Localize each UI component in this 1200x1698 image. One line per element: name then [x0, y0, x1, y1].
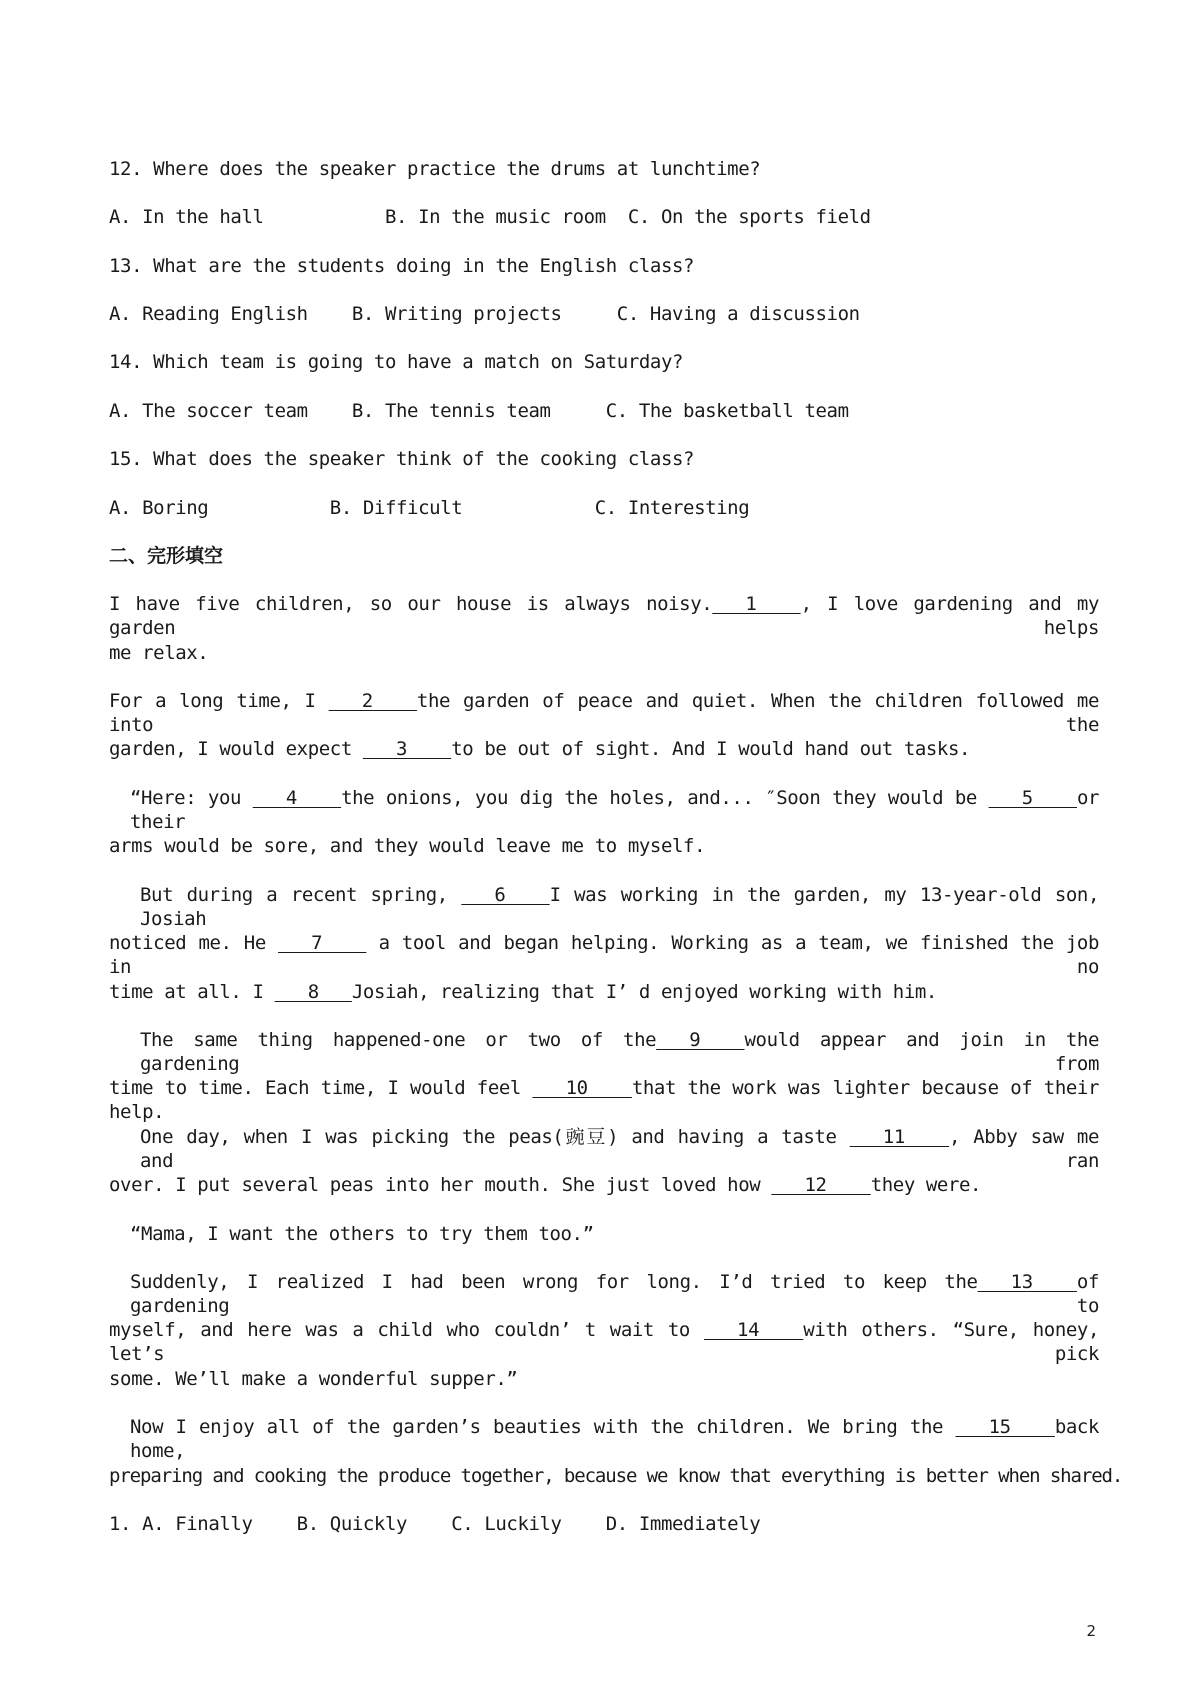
cloze-p4-line1 — [140, 883, 1099, 931]
blank-5: 5 — [988, 787, 1077, 809]
text: time to time. Each time, I would feel — [109, 1077, 533, 1099]
text: Suddenly, I realized I had been wrong for long. I’d tried to keep the — [130, 1271, 978, 1293]
text: that the work was lighter because of their help. — [109, 1077, 1100, 1123]
blank-1: 1 — [712, 593, 801, 615]
cloze-p9-line2: preparing and cooking the produce together, because we know that everything is better when shared. — [109, 1465, 1123, 1487]
cloze-p9-line1 — [130, 1415, 1099, 1463]
blank-15: 15 — [955, 1416, 1055, 1438]
text: But during a recent spring, — [140, 884, 462, 906]
text: of gardening to — [130, 1271, 1099, 1317]
text: over. I put several peas into her mouth. She just loved how — [109, 1174, 772, 1196]
blank-8: 8 — [274, 981, 352, 1003]
cloze-p6-line1 — [140, 1125, 1099, 1173]
text: back home, — [130, 1416, 1099, 1462]
cloze-p3-line2: arms would be sore, and they would leave me to myself. — [109, 835, 706, 857]
text: Now I enjoy all of the garden’s beauties with the children. We bring the — [130, 1416, 956, 1438]
text: time at all. I — [109, 981, 275, 1003]
cloze-p5-line2 — [109, 1076, 1099, 1124]
text: , I love gardening and my garden helps — [109, 593, 1099, 639]
blank-10: 10 — [532, 1077, 632, 1099]
text: I have five children, so our house is always noisy. — [109, 593, 713, 615]
text: the onions, you dig the holes, and... ″Soon they would be — [341, 787, 989, 809]
blank-3: 3 — [362, 738, 452, 760]
question-13: 13. What are the students doing in the English class? — [109, 255, 695, 277]
section-heading: 二、完形填空 — [109, 545, 224, 567]
blank-4: 4 — [252, 787, 342, 809]
blank-11: 11 — [849, 1126, 950, 1148]
cloze-p1-line2: me relax. — [109, 642, 209, 664]
blank-6: 6 — [461, 884, 550, 906]
question-12-options: A. In the hall B. In the music room C. On the sports field — [109, 206, 871, 228]
text: I was working in the garden, my 13-year-old son, Josiah — [140, 884, 1099, 930]
cloze-p1-line1 — [109, 592, 1099, 640]
cloze-p6-line2 — [109, 1173, 1099, 1197]
cloze-p2-line2 — [109, 737, 1099, 761]
text: “Here: you — [130, 787, 253, 809]
text: garden, I would expect — [109, 738, 363, 760]
text: , Abby saw me and ran — [140, 1126, 1099, 1172]
question-14: 14. Which team is going to have a match on Saturday? — [109, 351, 684, 373]
cloze-p4-line2 — [109, 931, 1099, 979]
question-14-options: A. The soccer team B. The tennis team C. The basketball team — [109, 400, 849, 422]
text: The same thing happened-one or two of the — [140, 1029, 657, 1051]
question-15: 15. What does the speaker think of the cooking class? — [109, 448, 695, 470]
text: the garden of peace and quiet. When the children followed me into the — [109, 690, 1099, 736]
text: Josiah, realizing that I’ d enjoyed working with him. — [351, 981, 937, 1003]
text: noticed me. He — [109, 932, 279, 954]
question-13-options: A. Reading English B. Writing projects C. Having a discussion — [109, 303, 860, 325]
blank-14: 14 — [703, 1319, 804, 1341]
cloze-p3-line1 — [130, 786, 1099, 834]
text: or their — [130, 787, 1100, 833]
cloze-question-1-options: 1. A. Finally B. Quickly C. Luckily D. Immediately — [109, 1513, 761, 1535]
text: For a long time, I — [109, 690, 329, 712]
text: a tool and began helping. Working as a team, we finished the job in no — [109, 932, 1099, 978]
cloze-p8-line2 — [109, 1318, 1099, 1366]
blank-13: 13 — [977, 1271, 1077, 1293]
blank-7: 7 — [278, 932, 367, 954]
blank-2: 2 — [328, 690, 417, 712]
cloze-p5-line1 — [140, 1028, 1099, 1076]
question-12: 12. Where does the speaker practice the drums at lunchtime? — [109, 158, 761, 180]
cloze-p8-line3: some. We’ll make a wonderful supper.” — [109, 1368, 518, 1390]
cloze-p2-line1 — [109, 689, 1099, 737]
cloze-p4-line3 — [109, 980, 1099, 1004]
text: would appear and join in the gardening from — [140, 1029, 1100, 1075]
text: they were. — [870, 1174, 982, 1196]
cloze-p7-line1: “Mama, I want the others to try them too.” — [130, 1223, 594, 1245]
cloze-p8-line1 — [130, 1270, 1099, 1318]
blank-9: 9 — [656, 1029, 745, 1051]
text: myself, and here was a child who couldn’ t wait to — [109, 1319, 704, 1341]
question-15-options: A. Boring B. Difficult C. Interesting — [109, 497, 750, 519]
text: with others. “Sure, honey, let’s pick — [109, 1319, 1099, 1365]
text: to be out of sight. And I would hand out tasks. — [451, 738, 971, 760]
text: One day, when I was picking the peas(豌豆) and having a taste — [140, 1126, 850, 1148]
page-number: 2 — [1086, 1622, 1096, 1640]
blank-12: 12 — [771, 1174, 871, 1196]
